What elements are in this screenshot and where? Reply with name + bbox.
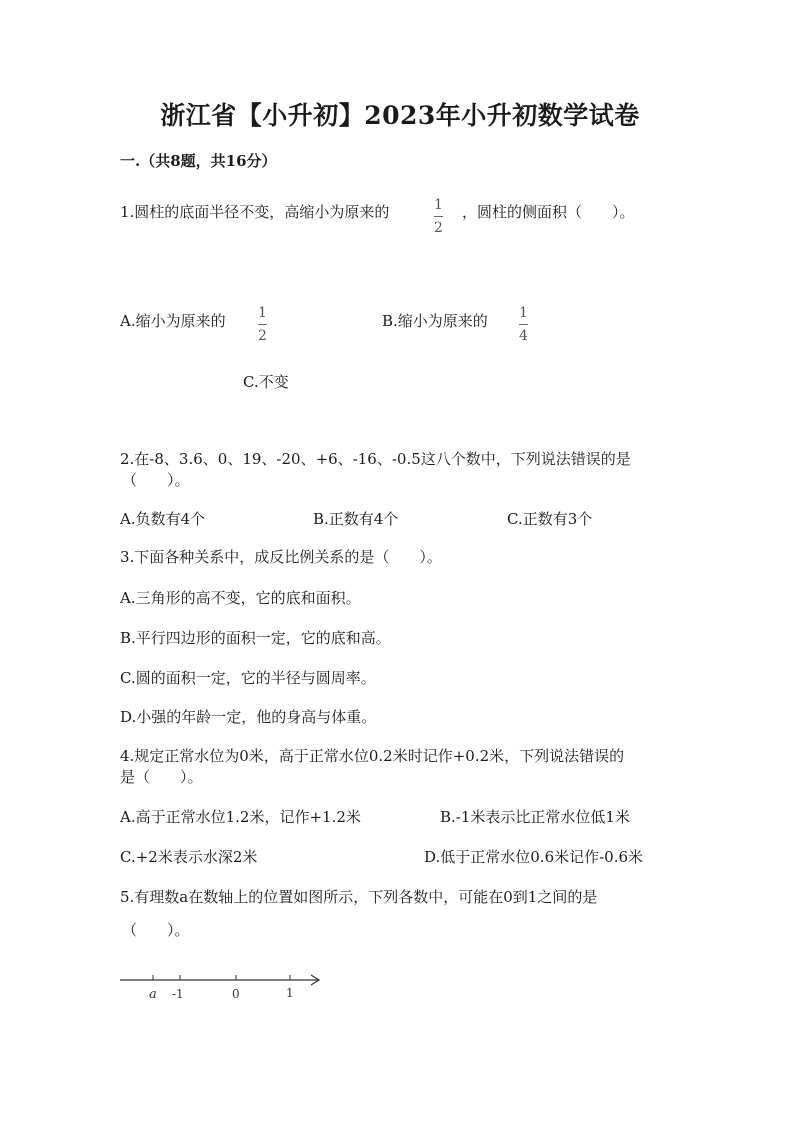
q1-option-c: C.不变 — [243, 373, 289, 391]
q2-option-b: B.正数有4个 — [313, 510, 399, 528]
q3-stem: 3.下面各种关系中，成反比例关系的是（ ）。 — [120, 548, 442, 566]
q1-option-b-fraction — [519, 306, 528, 343]
q3-option-b: B.平行四边形的面积一定，它的底和高。 — [120, 629, 391, 647]
q4-option-b: B.-1米表示比正常水位低1米 — [440, 808, 630, 826]
q4-option-c: C.+2米表示水深2米 — [120, 848, 258, 866]
q1-a-frac-num: 1 — [258, 305, 267, 321]
label-neg1: -1 — [172, 987, 184, 1001]
q2-stem-line1: 2.在-8、3.6、0、19、-20、+6、-16、-0.5这八个数中，下列说法错误的是 — [120, 450, 631, 468]
q1-stem-frac-num: 1 — [434, 197, 443, 213]
q2-option-a: A.负数有4个 — [120, 510, 206, 528]
q4-option-d: D.低于正常水位0.6米记作-0.6米 — [424, 848, 644, 866]
q5-stem-line2: （ ）。 — [122, 921, 190, 939]
q1-b-frac-num: 1 — [519, 305, 528, 321]
q4-option-a: A.高于正常水位1.2米，记作+1.2米 — [120, 808, 361, 826]
q1-option-a: A.缩小为原来的 — [120, 312, 226, 330]
q2-stem-line2: （ ）。 — [122, 471, 190, 489]
q1-stem-fraction — [434, 198, 443, 235]
number-line-figure — [110, 968, 340, 1008]
q1-stem-after: ，圆柱的侧面积（ ）。 — [462, 203, 635, 221]
q1-stem-before: 1.圆柱的底面半径不变，高缩小为原来的 — [120, 203, 390, 221]
section-heading: 一.（共8题，共16分） — [120, 152, 277, 170]
q1-option-b: B.缩小为原来的 — [382, 312, 488, 330]
q1-a-frac-den: 2 — [258, 328, 267, 344]
page-title: 浙江省【小升初】2023年小升初数学试卷 — [160, 101, 640, 130]
q2-option-c: C.正数有3个 — [507, 510, 593, 528]
label-zero: 0 — [232, 987, 240, 1001]
q1-b-frac-den: 4 — [519, 328, 528, 344]
q4-stem-line2: 是（ ）。 — [120, 768, 203, 786]
label-one: 1 — [286, 986, 294, 1000]
q1-stem-frac-den: 2 — [434, 220, 443, 236]
q5-stem-line1: 5.有理数a在数轴上的位置如图所示，下列各数中，可能在0到1之间的是 — [120, 888, 598, 906]
q3-option-d: D.小强的年龄一定，他的身高与体重。 — [120, 708, 377, 726]
q3-option-a: A.三角形的高不变，它的底和面积。 — [120, 589, 361, 607]
q1-option-a-fraction — [258, 306, 267, 343]
label-a: a — [149, 987, 157, 1002]
q3-option-c: C.圆的面积一定，它的半径与圆周率。 — [120, 669, 376, 687]
q4-stem-line1: 4.规定正常水位为0米，高于正常水位0.2米时记作+0.2米，下列说法错误的 — [120, 747, 625, 765]
